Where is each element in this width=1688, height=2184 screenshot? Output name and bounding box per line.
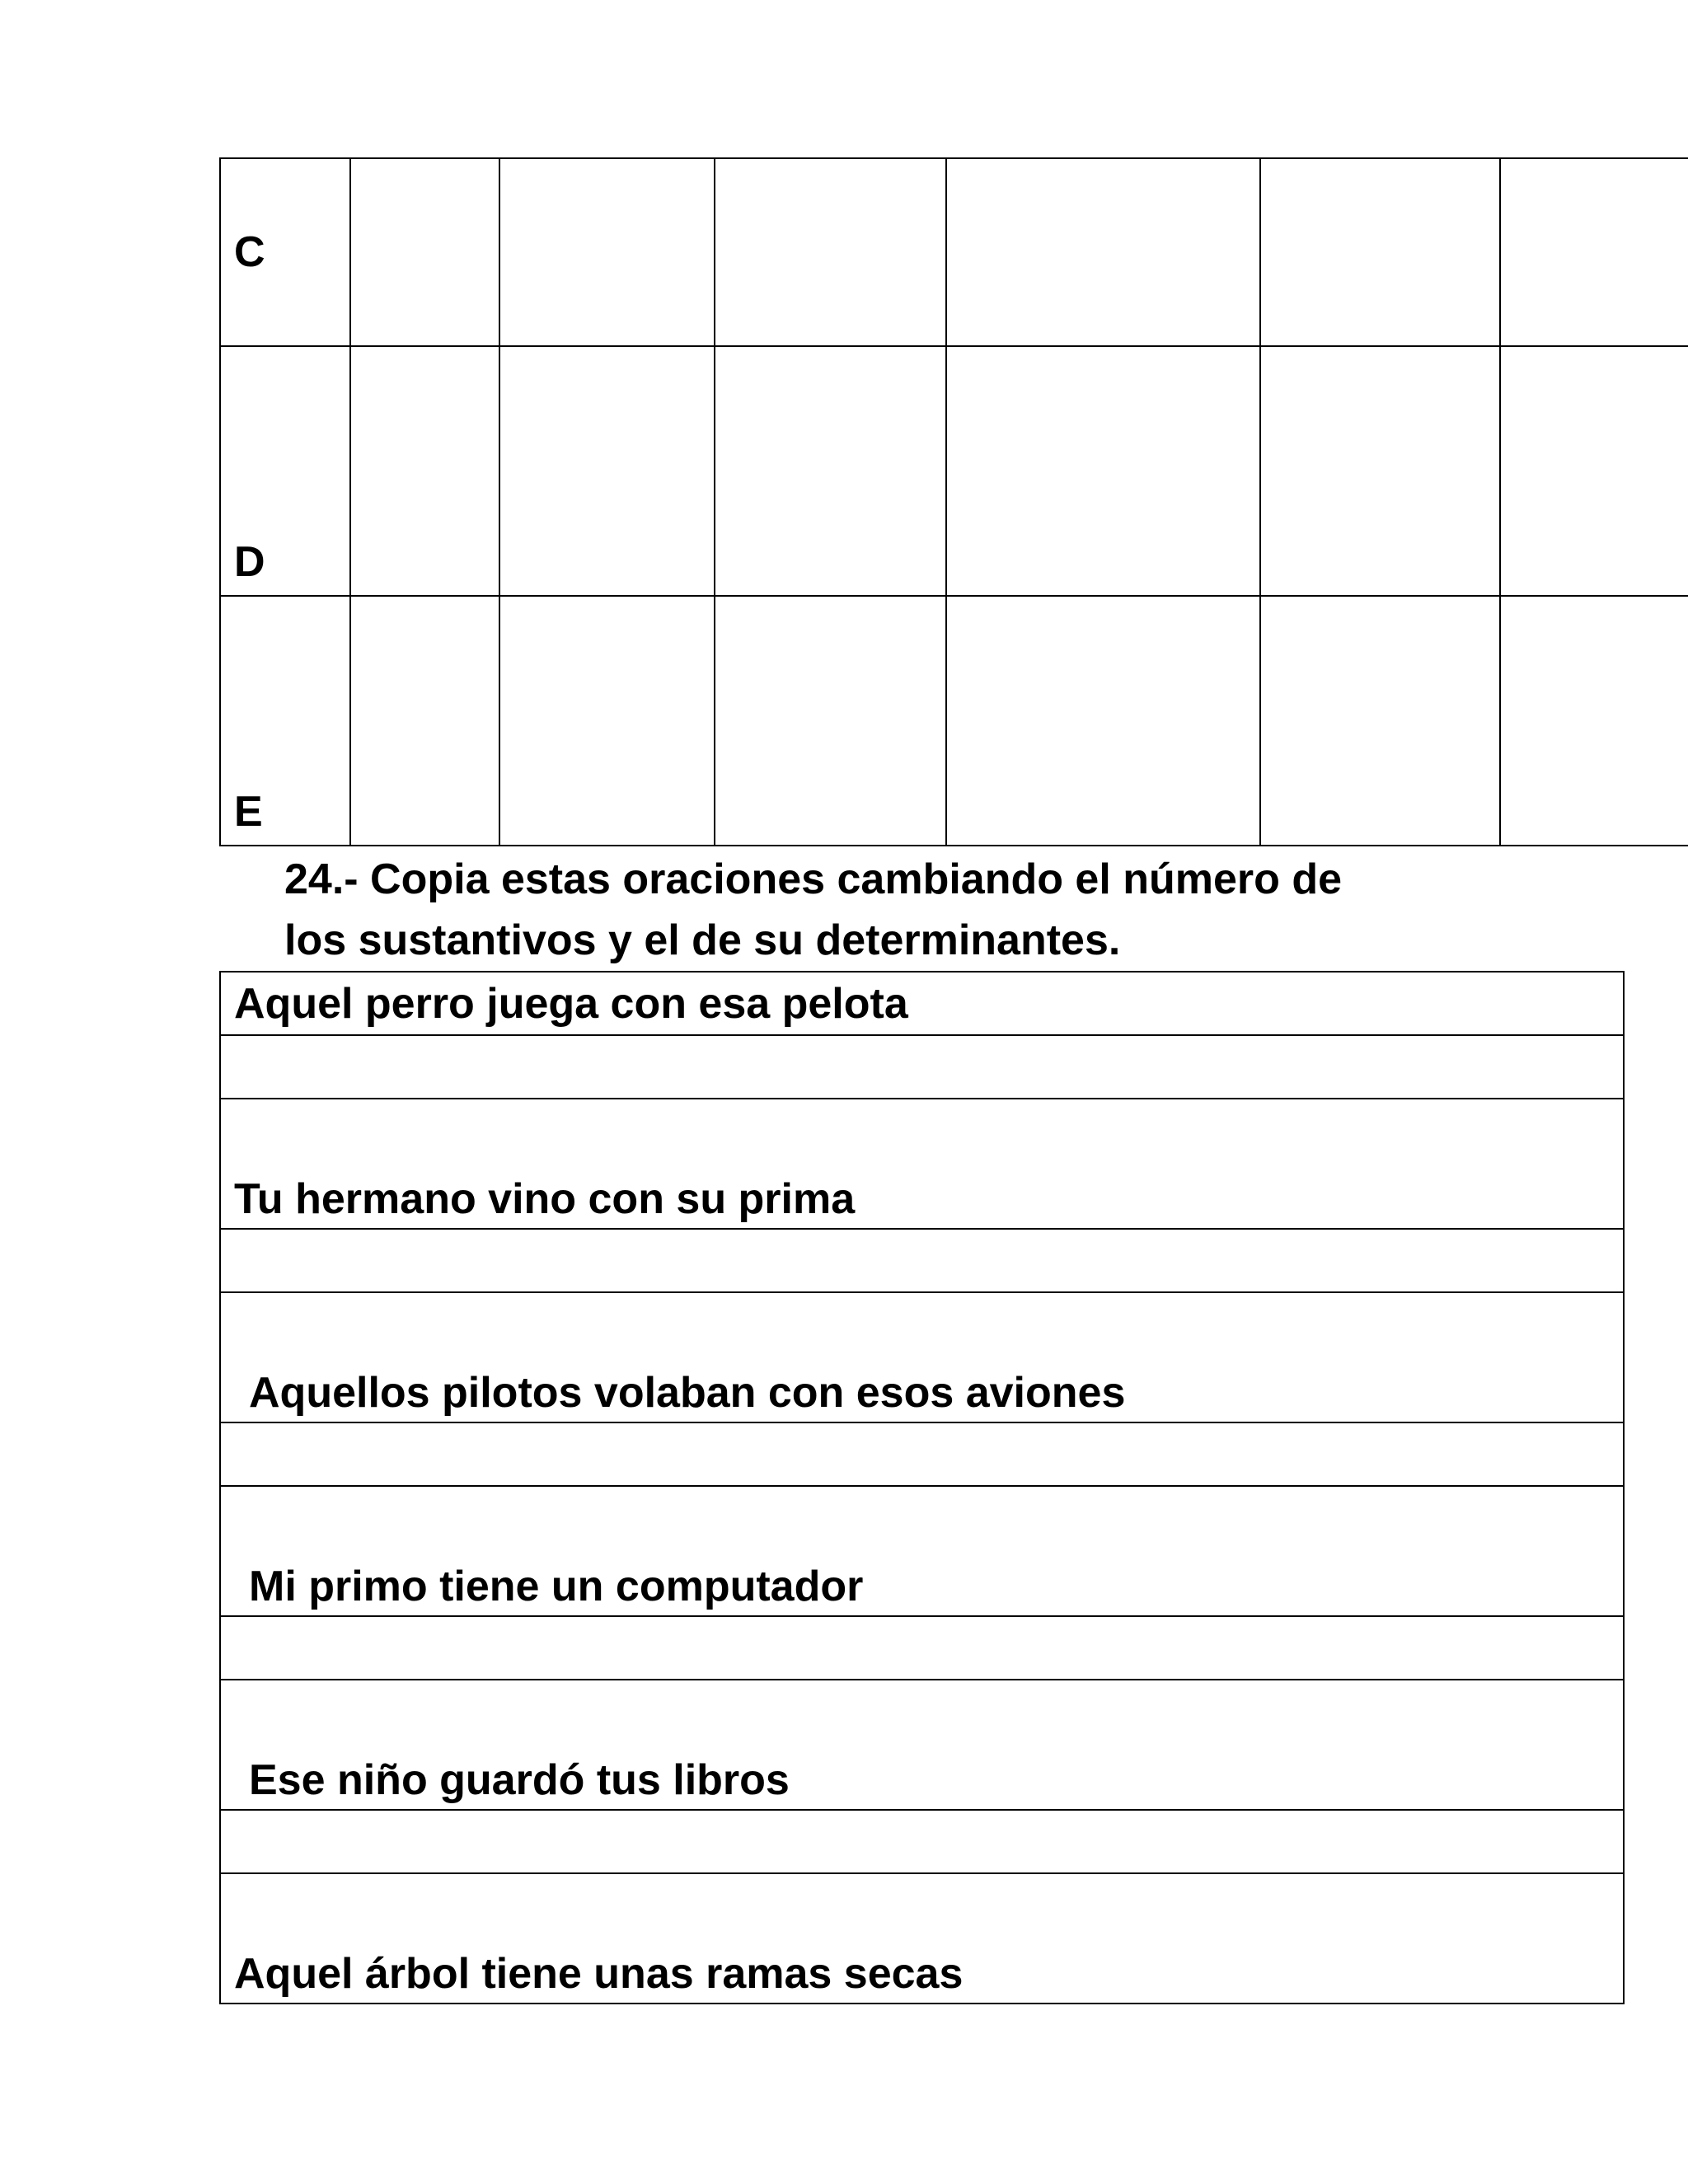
grid-cell[interactable]	[946, 158, 1260, 346]
sentence-text: Aquel árbol tiene unas ramas secas	[220, 1873, 1624, 2004]
sentence-row	[220, 1486, 1624, 1616]
grid-cell[interactable]	[350, 346, 499, 596]
sentence-text: Ese niño guardó tus libros	[220, 1680, 1624, 1810]
sentence-row	[220, 1099, 1624, 1229]
grid-row-label: E	[220, 596, 350, 846]
grid-cell[interactable]	[1260, 596, 1500, 846]
grid-cell[interactable]	[715, 596, 946, 846]
answer-field[interactable]	[220, 1035, 1624, 1099]
exercise-instruction	[284, 849, 1603, 971]
sentences-table	[219, 971, 1625, 2004]
sentence-row	[220, 1292, 1624, 1422]
grid-cell[interactable]	[350, 158, 499, 346]
sentence-text: Aquellos pilotos volaban con esos aviones	[220, 1292, 1624, 1422]
grid-row-c	[220, 158, 1688, 346]
grid-row-d	[220, 346, 1688, 596]
answer-field[interactable]	[220, 1810, 1624, 1873]
answer-field[interactable]	[220, 1616, 1624, 1680]
answer-field[interactable]	[220, 1422, 1624, 1486]
grid-cell[interactable]	[946, 346, 1260, 596]
exercise-instruction-line: los sustantivos y el de su determinantes.	[284, 916, 1121, 964]
grid-row-label: D	[220, 346, 350, 596]
grid-cell[interactable]	[1260, 346, 1500, 596]
grid-cell[interactable]	[499, 346, 715, 596]
grid-row-e	[220, 596, 1688, 846]
grid-cell[interactable]	[1500, 346, 1688, 596]
answer-field[interactable]	[220, 1229, 1624, 1292]
grid-row-label: C	[220, 158, 350, 346]
answer-row	[220, 1229, 1624, 1292]
sentence-text: Aquel perro juega con esa pelota	[220, 972, 1624, 1035]
sentence-text: Mi primo tiene un computador	[220, 1486, 1624, 1616]
exercise-instruction-line: 24.- Copia estas oraciones cambiando el número de	[284, 855, 1343, 903]
sentence-row	[220, 972, 1624, 1035]
sentence-row	[220, 1680, 1624, 1810]
answer-row	[220, 1035, 1624, 1099]
sentence-text: Tu hermano vino con su prima	[220, 1099, 1624, 1229]
sentence-row	[220, 1873, 1624, 2004]
answer-row	[220, 1810, 1624, 1873]
grid-cell[interactable]	[715, 346, 946, 596]
grid-cell[interactable]	[1260, 158, 1500, 346]
grid-cell[interactable]	[1500, 158, 1688, 346]
letter-grid-table	[219, 157, 1688, 846]
answer-row	[220, 1422, 1624, 1486]
grid-cell[interactable]	[499, 158, 715, 346]
grid-cell[interactable]	[715, 158, 946, 346]
grid-cell[interactable]	[350, 596, 499, 846]
grid-cell[interactable]	[946, 596, 1260, 846]
grid-cell[interactable]	[1500, 596, 1688, 846]
grid-cell[interactable]	[499, 596, 715, 846]
answer-row	[220, 1616, 1624, 1680]
